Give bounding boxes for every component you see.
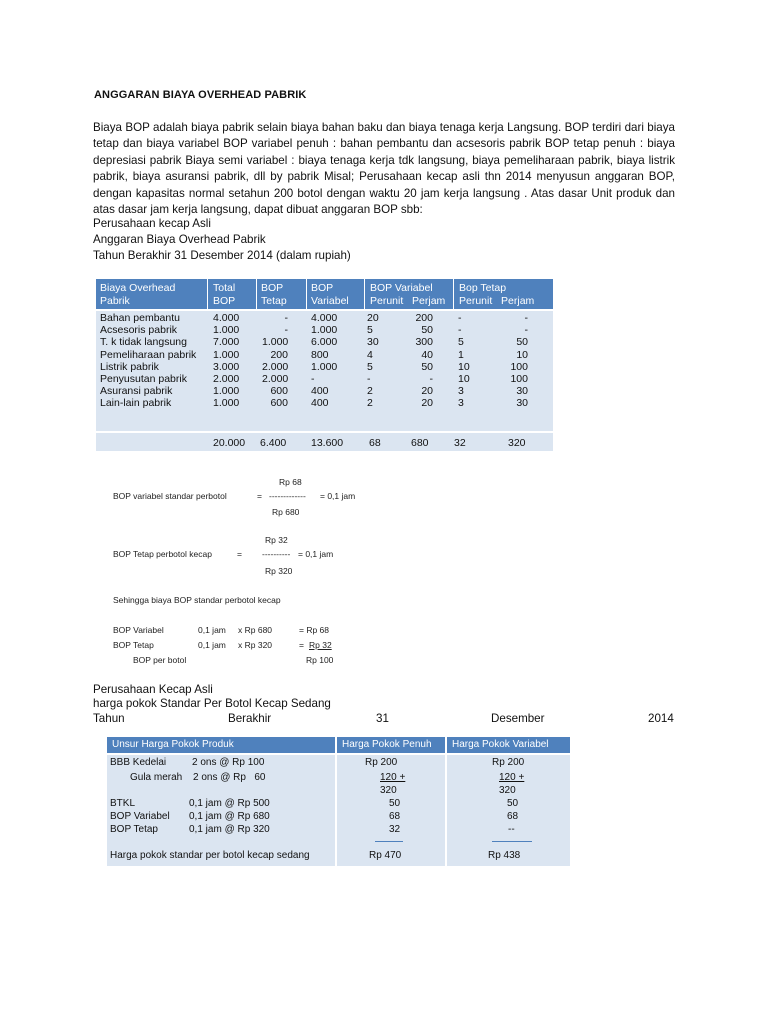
table-cell-variabel: - [311,373,315,385]
var-result: = 0,1 jam [320,491,356,501]
table-cell-variabel: 6.000 [311,336,338,349]
bbb-qty: 2 ons @ Rp 100 [192,757,265,768]
btkl-label: BTKL [110,798,136,809]
total-tetap-unit: 32 [454,437,466,449]
table-cell-tu: - [458,312,462,324]
table-cell-vj: 40 [421,348,433,361]
table-cell-vu: 5 [367,324,373,337]
line1-multiply: x Rp 680 [238,625,273,635]
intro-paragraph: Biaya BOP adalah biaya pabrik selain biaya bahan baku dan biaya tenaga kerja Langsung. BOP terdiri dari biaya tetap dan biaya variabel BOP variabel penuh : bahan pembantu dan acsesoris pabrik BOP tetap penuh : biaya depresiasi pabrik Biaya semi variabel : biaya tenaga kerja tdk langsung, biaya pemeliharaan pabrik, biaya listrik pabrik, biaya asuransi pabrik, dll by pabrik Misal; Perusahaan kecap asli thn 2014 menyusun anggaran BOP, dengan kapasitas normal setahun 200 botol dengan waktu 20 jam kerja langsung . Atas dasar Unit produk dan atas dasar jam kerja langsung, dapat dibuat anggaran BOP sbb: [93,121,675,217]
table-cell-tj: 50 [516,336,528,349]
header-bop-tetap-split: Bop Tetap Perunit Perjam [459,282,535,307]
line1-jam: 0,1 jam [198,625,226,635]
period-year: 2014 [648,712,674,725]
header-unsur: Unsur Harga Pokok Produk [112,739,234,750]
table-cell-vj: 20 [421,385,433,398]
table-cell-tu: 1 [458,348,464,361]
bbb-label: BBB Kedelai [110,757,167,768]
period-day: 31 [376,712,389,725]
table-cell-tj: - [524,324,528,337]
table-cell-tetap: 1.000 [262,336,289,349]
table-cell-name: Penyusutan pabrik [100,373,187,385]
sum-line-variabel [492,841,532,842]
budget-subtitle: Anggaran Biaya Overhead Pabrik [93,233,266,246]
gula-variabel: 120 + [499,772,525,783]
table-cell-tj: 30 [516,397,528,410]
table-cell-vj: - [429,373,433,385]
table-cell-tu: 10 [458,360,470,373]
final-label: Harga pokok standar per botol kecap sedang [110,850,310,861]
total-bop: 20.000 [213,437,246,449]
table-cell-total: 1.000 [213,348,240,361]
header-harga-variabel: Harga Pokok Variabel [452,739,549,750]
table-cell-tetap: - [284,324,288,337]
table-cell-variabel: 400 [311,385,329,398]
table-cell-tetap: 200 [270,348,288,361]
period-berakhir: Berakhir [228,712,272,725]
table-cell-total: 7.000 [213,336,240,349]
line1-result: = Rp 68 [299,625,330,635]
standard-cost-subtitle: harga pokok Standar Per Botol Kecap Sedang [93,697,331,710]
table-cell-variabel: 1.000 [311,360,338,373]
table-cell-name: Listrik pabrik [100,360,159,373]
tetap-equals: = [237,549,242,559]
bopv-label: BOP Variabel [110,811,170,822]
header-harga-penuh: Harga Pokok Penuh [342,739,432,750]
line2-multiply: x Rp 320 [238,640,273,650]
company-name-2: Perusahaan Kecap Asli [93,683,213,696]
total-tetap-jam: 320 [508,437,526,449]
table-cell-name: Acsesoris pabrik [100,324,178,337]
total-var-jam: 680 [411,437,429,449]
table-cell-tu: 5 [458,336,464,349]
table-cell-tetap: - [284,312,288,324]
table-cell-tj: 100 [510,373,528,385]
tetap-label: BOP Tetap perbotol kecap [113,549,212,559]
line3-label: BOP per botol [133,655,187,665]
table-cell-tj: 100 [510,360,528,373]
table-cell-vj: 200 [415,312,433,324]
var-numerator: Rp 68 [279,477,302,487]
table-cell-variabel: 1.000 [311,324,338,337]
subtotal-variabel: 320 [499,785,516,796]
gula-penuh: 120 + [380,772,406,783]
header-bop-variabel-split: BOP Variabel Perunit Perjam [370,282,446,307]
table-cell-tetap: 600 [270,397,288,410]
table-cell-total: 4.000 [213,312,240,324]
table-cell-vj: 50 [421,324,433,337]
var-label: BOP variabel standar perbotol [113,491,227,501]
standard-cost-table [107,737,570,866]
gula-qty: 2 ons @ Rp 60 [193,772,266,783]
tetap-denominator: Rp 320 [265,566,293,576]
table-cell-tetap: 600 [270,385,288,398]
sum-line-penuh [375,841,403,842]
btkl-qty: 0,1 jam @ Rp 500 [189,798,270,809]
period-tahun: Tahun [93,712,125,725]
table-cell-variabel: 800 [311,348,329,361]
table-cell-vu: 2 [367,385,373,398]
line2-jam: 0,1 jam [198,640,226,650]
table-cell-vj: 20 [421,397,433,410]
table-cell-tetap: 2.000 [262,373,289,385]
subtotal-penuh: 320 [380,785,397,796]
table-cell-total: 3.000 [213,360,240,373]
var-equals: = [257,491,262,501]
line2-label: BOP Tetap [113,640,154,650]
bopv-variabel: 68 [507,811,519,822]
sehingga-text: Sehingga biaya BOP standar perbotol kecap [113,595,281,605]
line3-result: Rp 100 [306,655,334,665]
header-biaya-overhead: Biaya Overhead Pabrik [100,282,176,307]
budget-period: Tahun Berakhir 31 Desember 2014 (dalam rupiah) [93,249,351,262]
table-cell-total: 1.000 [213,324,240,337]
tetap-numerator: Rp 32 [265,535,288,545]
bopv-penuh: 68 [389,811,401,822]
table-cell-tj: - [524,312,528,324]
table-cell-tetap: 2.000 [262,360,289,373]
final-variabel: Rp 438 [488,850,521,861]
table-cell-variabel: 400 [311,397,329,410]
total-variabel: 13.600 [311,437,344,449]
line1-label: BOP Variabel [113,625,164,635]
bopt-label: BOP Tetap [110,824,158,835]
bopv-qty: 0,1 jam @ Rp 680 [189,811,270,822]
table-cell-vu: 30 [367,336,379,349]
bbb-variabel: Rp 200 [492,757,525,768]
header-total-bop: Total BOP [213,282,236,307]
table-cell-vj: 50 [421,360,433,373]
bbb-penuh: Rp 200 [365,757,398,768]
gula-label: Gula merah [130,772,183,783]
final-penuh: Rp 470 [369,850,402,861]
total-var-unit: 68 [369,437,381,449]
table-cell-tu: - [458,324,462,337]
total-tetap: 6.400 [260,437,287,449]
document-title: ANGGARAN BIAYA OVERHEAD PABRIK [94,89,307,101]
table-cell-name: Pemeliharaan pabrik [100,348,197,361]
bopt-variabel: -- [508,824,515,835]
table-cell-vj: 300 [415,336,433,349]
table-cell-vu: 4 [367,348,373,361]
header-bop-variabel: BOP Variabel [311,282,349,307]
table-cell-tj: 10 [516,348,528,361]
table-cell-name: T. k tidak langsung [100,336,187,349]
company-name: Perusahaan kecap Asli [93,217,211,230]
var-fraction-line: ------------- [269,491,306,501]
table-cell-vu: 2 [367,397,373,410]
table-cell-vu: 20 [367,312,379,324]
table-cell-tu: 3 [458,397,464,410]
bopt-penuh: 32 [389,824,401,835]
period-month: Desember [491,712,545,725]
line2-equals: = [299,640,304,650]
tetap-result: = 0,1 jam [298,549,334,559]
table-cell-variabel: 4.000 [311,312,338,324]
table-cell-name: Lain-lain pabrik [100,397,172,410]
table-cell-tu: 10 [458,373,470,385]
table-cell-tu: 3 [458,385,464,398]
line2-result: Rp 32 [309,640,332,650]
table-cell-name: Bahan pembantu [100,312,180,324]
var-denominator: Rp 680 [272,507,300,517]
table-cell-name: Asuransi pabrik [100,385,173,398]
table-cell-vu: 5 [367,360,373,373]
table-cell-total: 2.000 [213,373,240,385]
table-cell-total: 1.000 [213,397,240,410]
table-cell-total: 1.000 [213,385,240,398]
btkl-penuh: 50 [389,798,401,809]
table-cell-vu: - [367,373,371,385]
header-bop-tetap: BOP Tetap [261,282,287,307]
btkl-variabel: 50 [507,798,519,809]
bop-budget-table [96,279,553,451]
bopt-qty: 0,1 jam @ Rp 320 [189,824,270,835]
tetap-fraction-line: ---------- [262,549,291,559]
table-cell-tj: 30 [516,385,528,398]
